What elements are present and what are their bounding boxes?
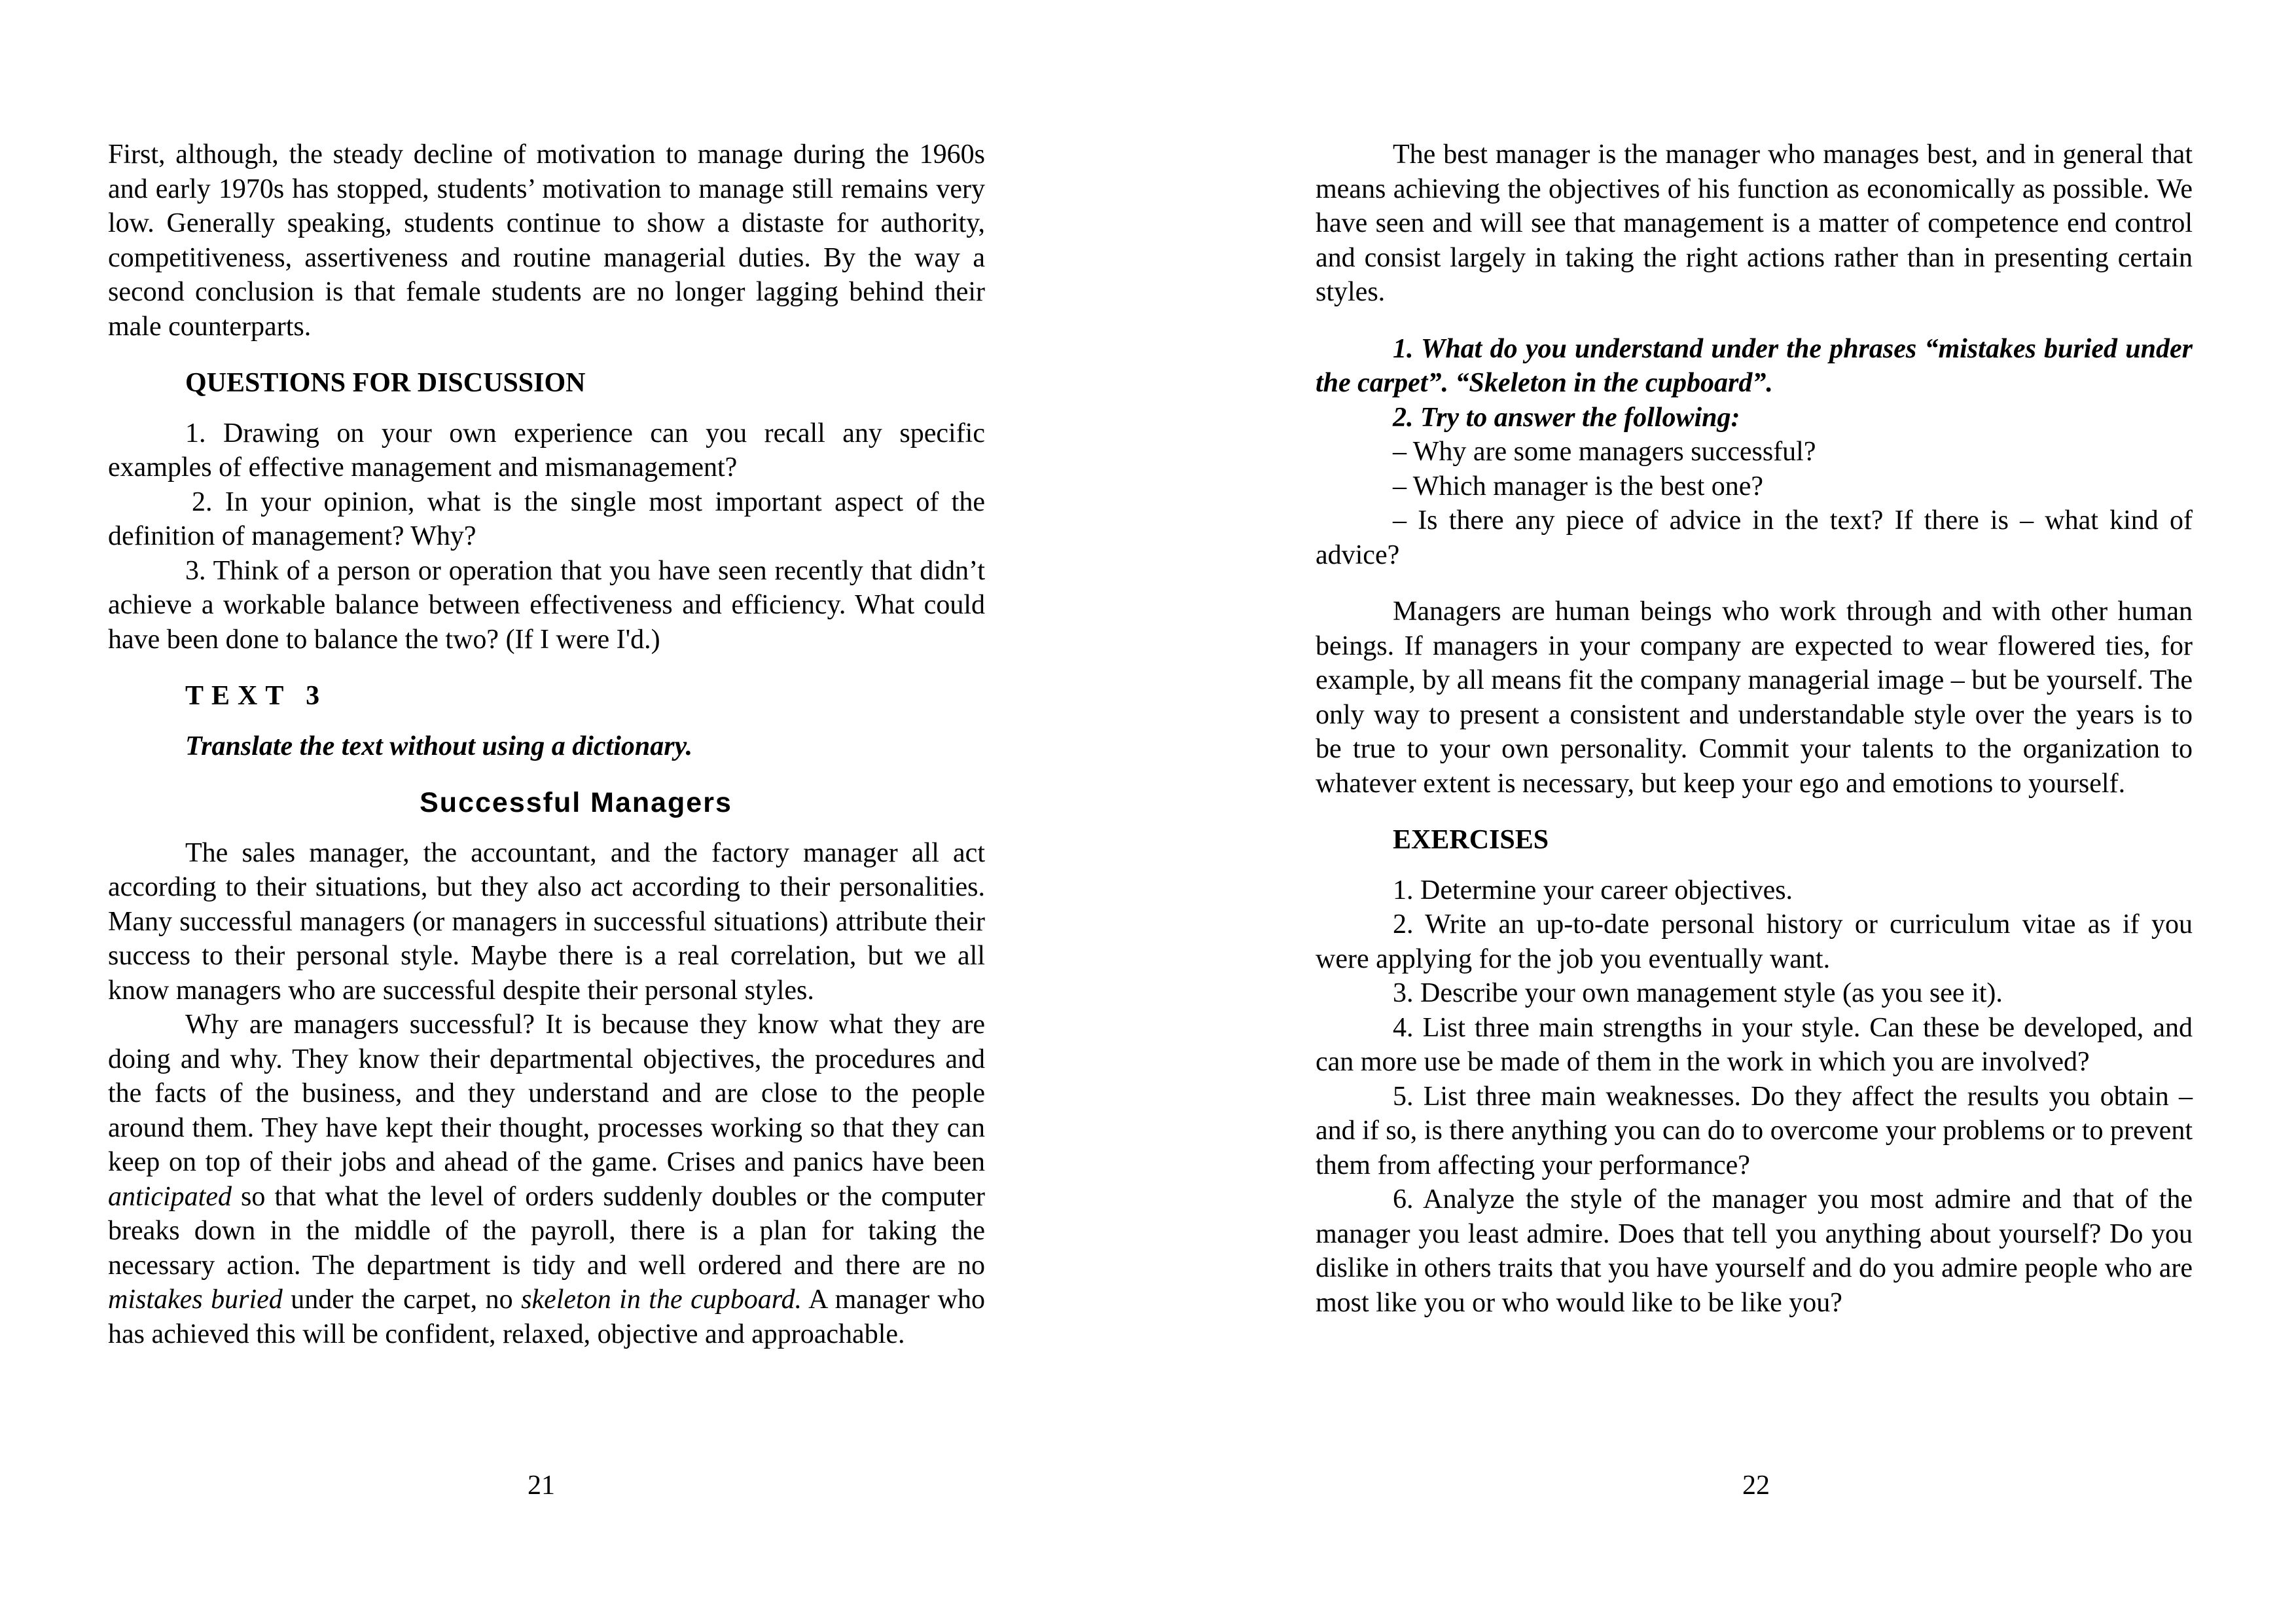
best-manager-paragraph: The best manager is the manager who manages best, and in general that means achieving the objectives of his function as economically as possible. We have seen and will see that management is a matter of competence end control and consist largely in taking the right actions rather than in presenting certain styles. bbox=[1316, 139, 2193, 307]
task-item: – Why are some managers successful? bbox=[1393, 437, 1816, 467]
text-heading: TEXT 3 bbox=[185, 681, 328, 711]
task-question: 2. Try to answer the following: bbox=[1393, 402, 1740, 433]
instruction: Translate the text without using a dictionary. bbox=[185, 731, 693, 761]
article-title: Successful Managers bbox=[420, 787, 732, 818]
right-page bbox=[1316, 137, 2193, 1320]
questions-heading: QUESTIONS FOR DISCUSSION bbox=[185, 368, 586, 398]
task-item: – Is there any piece of advice in the text? If there is – what kind of advice? bbox=[1316, 505, 2193, 570]
article-paragraph: The sales manager, the accountant, and the factory manager all act according to their situations, but they also act according to their personalities. Many successful managers (or managers in successful situations) attribute their success to their personal style. Maybe there is a real correlation, but we all know managers who are successful despite their personal styles. bbox=[108, 837, 985, 1006]
question-item: 3. Think of a person or operation that you have seen recently that didn’t achieve a workable balance between effectiveness and efficiency. What could have been done to balance the two? (If I were I'd.) bbox=[108, 555, 985, 655]
intro-paragraph: First, although, the steady decline of motivation to manage during the 1960s and early 1970s has stopped, students’ motivation to manage still remains very low. Generally speaking, students continue to show a distaste for authority, competitiveness, assertiveness and routine managerial duties. By the way a second conclusion is that female students are no longer lagging behind their male counterparts. bbox=[108, 139, 985, 342]
text-run: under the carpet, no bbox=[282, 1285, 522, 1315]
question-item: 1. Drawing on your own experience can you recall any specific examples of effective management and mismanagement? bbox=[108, 418, 985, 483]
text-run: A manager who has achieved this will be confident, relaxed, objective and approachable. bbox=[108, 1285, 986, 1349]
task-item: – Which manager is the best one? bbox=[1393, 471, 1764, 501]
question-item: 2. In your opinion, what is the single most important aspect of the definition of management? Why? bbox=[108, 486, 985, 551]
article-paragraph bbox=[108, 1008, 985, 1351]
exercise-item: 1. Determine your career objectives. bbox=[1393, 875, 1793, 905]
italic-phrase: skeleton in the cupboard. bbox=[521, 1285, 802, 1315]
text-run: so that what the level of orders suddenly doubles or the computer breaks down in the middle of the payroll, there is a plan for taking the necessary action. The department is tidy and well ordered and there are no bbox=[108, 1181, 985, 1281]
human-beings-paragraph: Managers are human beings who work through and with other human beings. If managers in your company are expected to wear flowered ties, for example, by all means fit the company managerial image – but be yourself. The only way to present a consistent and understandable style over the years is to be true to your own personality. Commit your talents to the organization to whatever extent is necessary, but keep your ego and emotions to yourself. bbox=[1316, 596, 2193, 799]
left-page bbox=[108, 137, 985, 1351]
italic-phrase: mistakes buried bbox=[108, 1285, 283, 1315]
exercise-item: 2. Write an up-to-date personal history or curriculum vitae as if you were applying for the job you eventually want. bbox=[1316, 909, 2193, 974]
page-number-right: 22 bbox=[1742, 1470, 1770, 1501]
italic-phrase: anticipated bbox=[108, 1181, 232, 1212]
exercises-heading: EXERCISES bbox=[1393, 825, 1549, 855]
page-number-left: 21 bbox=[528, 1470, 555, 1501]
exercise-item: 4. List three main strengths in your style. Can these be developed, and can more use be made of them in the work in which you are involved? bbox=[1316, 1012, 2193, 1077]
exercise-item: 3. Describe your own management style (as you see it). bbox=[1393, 978, 2003, 1008]
text-run: Why are managers successful? It is because they know what they are doing and why. They know their departmental objectives, the procedures and the facts of the business, and they understand and are close to the people around them. They have kept their thought, processes working so that they can keep on top of their jobs and ahead of the game. Crises and panics have been bbox=[108, 1010, 985, 1177]
exercise-item: 6. Analyze the style of the manager you most admire and that of the manager you least admire. Does that tell you anything about yourself? Do you dislike in others traits that you have yourself and do you admire people who are most like you or who would like to be like you? bbox=[1316, 1184, 2193, 1318]
task-question: 1. What do you understand under the phrases “mistakes buried under the carpet”. “Skeleton in the cupboard”. bbox=[1316, 333, 2193, 398]
exercise-item: 5. List three main weaknesses. Do they affect the results you obtain – and if so, is there anything you can do to overcome your problems or to prevent them from affecting your performance? bbox=[1316, 1081, 2193, 1180]
